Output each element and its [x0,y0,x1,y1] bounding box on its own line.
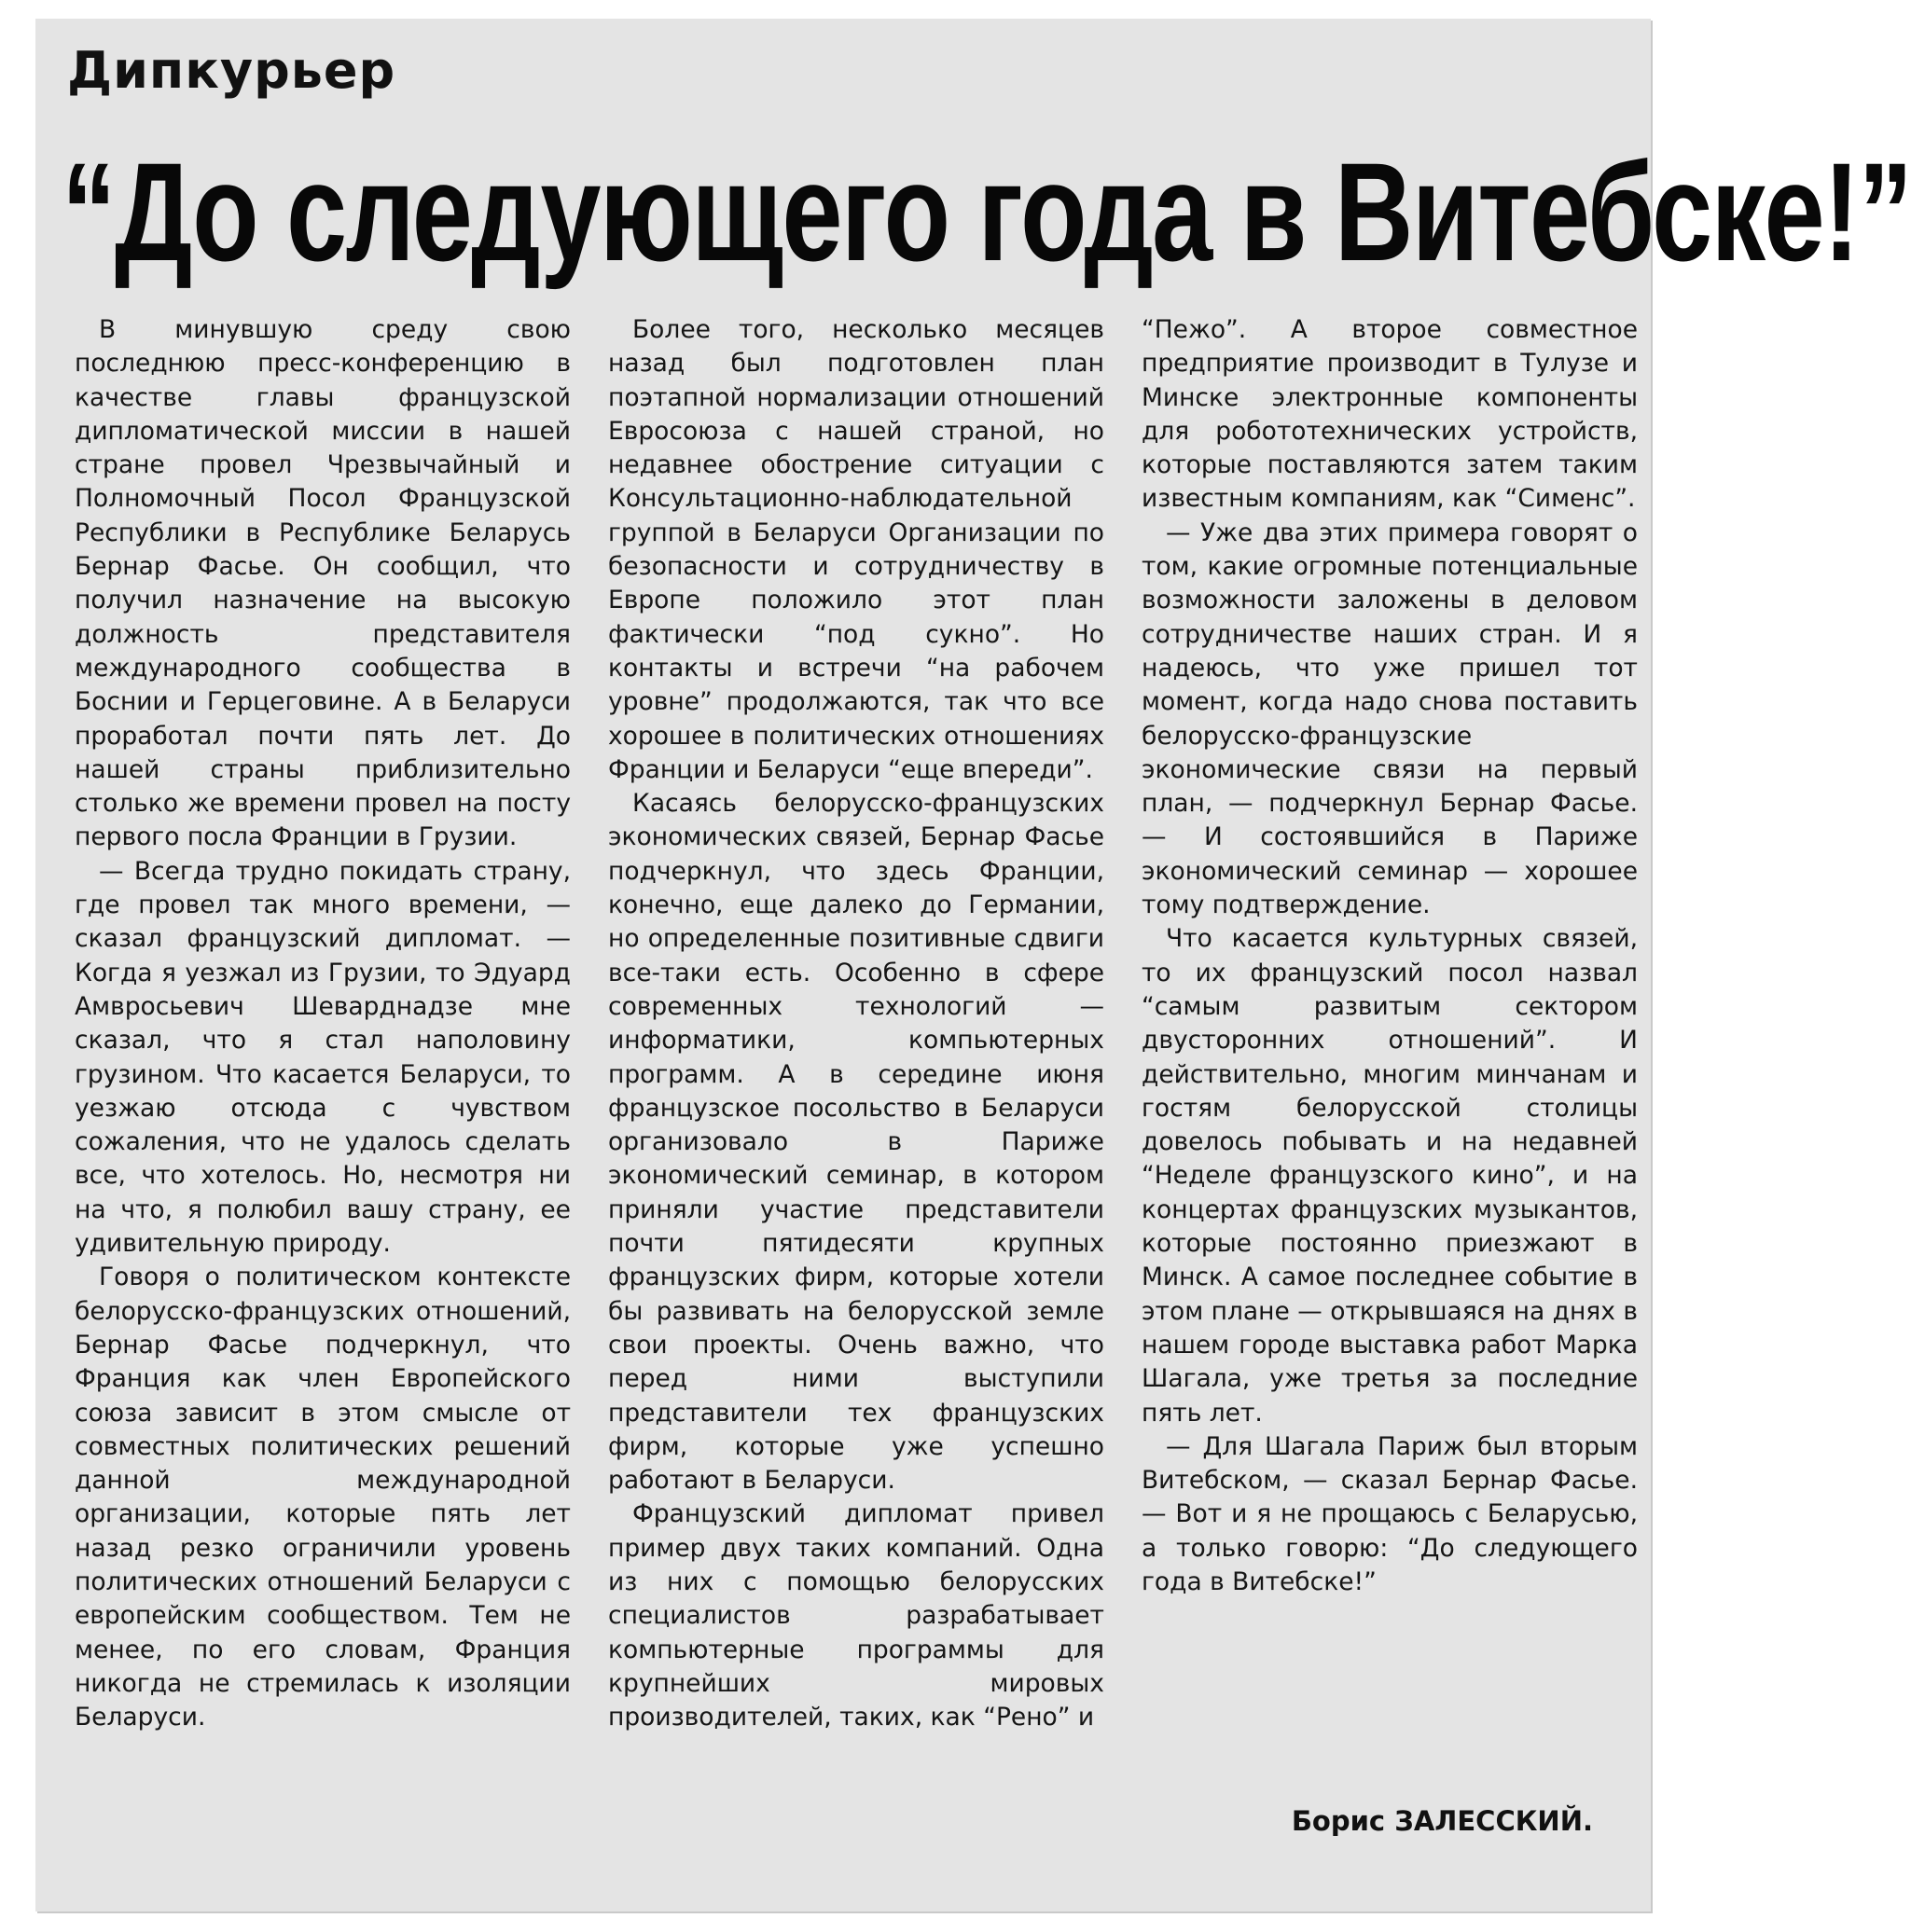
paragraph-continued: “Пежо”. А второе совместное предприятие производит в Тулузе и Минске электронные компоненты для робототехнических устройств, которые поставляются затем таким известным компаниям, как “Сименс”. [1142,315,1638,514]
paragraph: Что касается культурных связей, то их французский посол назвал “самым развитым сектором двусторонних отношений”. И действительно, многим минчанам и гостям белорусской столицы довелось побывать и на недавней “Неделе французского кино”, и на концертах французских музыкантов, которые постоянно приезжают в Минск. А самое последнее событие в этом плане — открывшаяся на днях в нашем городе выставка работ Марка Шагала, уже третья за последние пять лет. [1142,924,1638,1428]
article-columns [75,313,1638,1880]
paragraph: В минувшую среду свою последнюю пресс-конференцию в качестве главы французской дипломатической миссии в нашей стране провел Чрезвычайный и Полномочный Посол Французской Республики в Республике Беларусь Бернар Фасье. Он сообщил, что получил назначение на высокую должность представителя международного сообщества в Боснии и Герцеговине. А в Беларуси проработал почти пять лет. До нашей страны приблизительно столько же времени провел на посту первого посла Франции в Грузии. [75,315,571,852]
text-column-3 [1142,313,1638,1880]
newspaper-clipping [35,19,1911,1911]
paragraph: Касаясь белорусско-французских экономических связей, Бернар Фасье подчеркнул, что здесь Франции, конечно, еще далеко до Германии, но определенные позитивные сдвиги все-таки есть. Особенно в сфере современных технологий — информатики, компьютерных программ. А в середине июня французское посольство в Беларуси организовало в Париже экономический семинар, в котором приняли участие представители почти пятидесяти крупных французских фирм, которые хотели бы развивать на белорусской земле свои проекты. Очень важно, что перед ними выступили представители тех французских фирм, которые уже успешно работают в Беларуси. [608,789,1104,1496]
section-rubric: Дипкурьер [67,41,396,100]
paragraph: — Всегда трудно покидать страну, где провел так много времени, — сказал французский дипломат. — Когда я уезжал из Грузии, то Эдуард Амвросьевич Шеварднадзе мне сказал, что я стал наполовину грузином. Что касается Беларуси, то уезжаю отсюда с чувством сожаления, что не удалось сделать все, что хотелось. Но, несмотря ни на что, я полюбил вашу страну, ее удивительную природу. [75,856,571,1259]
author-signature: Борис ЗАЛЕССКИЙ. [1291,1805,1593,1837]
article-headline: “До следующего года в Витебске!” [62,133,1911,290]
paragraph: — Уже два этих примера говорят о том, какие огромные потенциальные возможности заложены в деловом сотрудничестве наших стран. И я надеюсь, что уже пришел тот момент, когда надо снова поставить белорусско-французские экономические связи на первый план, — подчеркнул Бернар Фасье. — И состоявшийся в Париже экономический семинар — хорошее тому подтверждение. [1142,518,1638,920]
text-column-2 [608,313,1104,1880]
paragraph: Более того, несколько месяцев назад был подготовлен план поэтапной нормализации отношений Евросоюза с нашей страной, но недавнее обострение ситуации с Консультационно-наблюдательной группой в Беларуси Организации по безопасности и сотрудничеству в Европе положило этот план фактически “под сукно”. Но контакты и встречи “на рабочем уровне” продолжаются, так что все хорошее в политических отношениях Франции и Беларуси “еще впереди”. [608,315,1104,784]
paragraph: Говоря о политическом контексте белорусско-французских отношений, Бернар Фасье подчеркнул, что Франция как член Европейского союза зависит в этом смысле от совместных политических решений данной международной организации, которые пять лет назад резко ограничили уровень политических отношений Беларуси с европейским сообществом. Тем не менее, по его словам, Франция никогда не стремилась к изоляции Беларуси. [75,1263,571,1732]
paragraph: Французский дипломат привел пример двух таких компаний. Одна из них с помощью белорусских специалистов разрабатывает компьютерные программы для крупнейших мировых производителей, таких, как “Рено” и [608,1499,1104,1732]
paragraph: — Для Шагала Париж был вторым Витебском, — сказал Бернар Фасье. — Вот и я не прощаюсь с Беларусью, а только говорю: “До следующего года в Витебске!” [1142,1431,1638,1596]
text-column-1 [75,313,571,1880]
